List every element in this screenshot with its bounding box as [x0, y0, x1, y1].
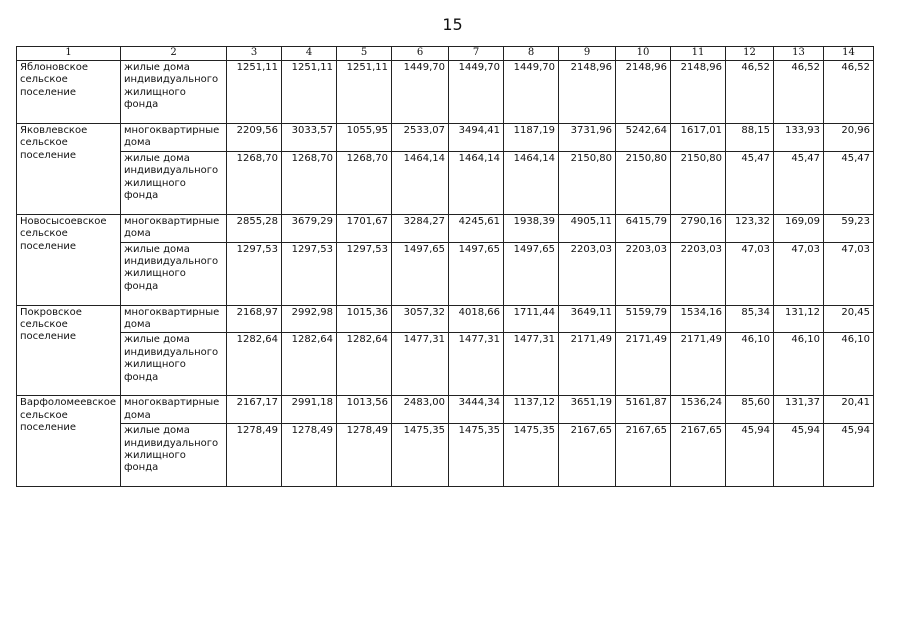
- value-cell: 2203,03: [616, 242, 671, 305]
- value-cell: 2209,56: [227, 124, 282, 152]
- value-cell: 2150,80: [671, 151, 726, 214]
- value-cell: 1497,65: [392, 242, 449, 305]
- value-cell: 1278,49: [282, 424, 337, 487]
- value-cell: 2167,65: [616, 424, 671, 487]
- value-cell: 123,32: [726, 214, 774, 242]
- column-header: 8: [504, 47, 559, 61]
- value-cell: 46,52: [726, 61, 774, 124]
- value-cell: 3651,19: [559, 396, 616, 424]
- value-cell: 46,10: [726, 333, 774, 396]
- value-cell: 2148,96: [671, 61, 726, 124]
- value-cell: 5159,79: [616, 305, 671, 333]
- value-cell: 2855,28: [227, 214, 282, 242]
- housing-type: многоквартирные дома: [121, 305, 227, 333]
- value-cell: 2171,49: [559, 333, 616, 396]
- value-cell: 1251,11: [337, 61, 392, 124]
- value-cell: 1464,14: [504, 151, 559, 214]
- value-cell: 2167,65: [559, 424, 616, 487]
- value-cell: 1297,53: [337, 242, 392, 305]
- value-cell: 46,52: [824, 61, 874, 124]
- value-cell: 3284,27: [392, 214, 449, 242]
- value-cell: 1278,49: [337, 424, 392, 487]
- value-cell: 3649,11: [559, 305, 616, 333]
- column-header: 7: [449, 47, 504, 61]
- value-cell: 3444,34: [449, 396, 504, 424]
- value-cell: 2203,03: [559, 242, 616, 305]
- column-header: 11: [671, 47, 726, 61]
- value-cell: 47,03: [726, 242, 774, 305]
- value-cell: 1475,35: [504, 424, 559, 487]
- column-header: 13: [774, 47, 824, 61]
- housing-type: многоквартирные дома: [121, 124, 227, 152]
- value-cell: 133,93: [774, 124, 824, 152]
- value-cell: 2992,98: [282, 305, 337, 333]
- value-cell: 1268,70: [337, 151, 392, 214]
- value-cell: 1477,31: [392, 333, 449, 396]
- value-cell: 1536,24: [671, 396, 726, 424]
- value-cell: 88,15: [726, 124, 774, 152]
- value-cell: 2168,97: [227, 305, 282, 333]
- value-cell: 3033,57: [282, 124, 337, 152]
- value-cell: 1268,70: [227, 151, 282, 214]
- value-cell: 6415,79: [616, 214, 671, 242]
- value-cell: 1477,31: [449, 333, 504, 396]
- value-cell: 2150,80: [616, 151, 671, 214]
- settlement-name: Яковлевское сельское поселение: [17, 124, 121, 215]
- value-cell: 1055,95: [337, 124, 392, 152]
- value-cell: 1701,67: [337, 214, 392, 242]
- table-row: [17, 242, 874, 305]
- value-cell: 1497,65: [449, 242, 504, 305]
- column-header: 6: [392, 47, 449, 61]
- value-cell: 4905,11: [559, 214, 616, 242]
- value-cell: 46,10: [824, 333, 874, 396]
- table-body: [17, 61, 874, 487]
- value-cell: 2167,65: [671, 424, 726, 487]
- value-cell: 1475,35: [392, 424, 449, 487]
- value-cell: 46,10: [774, 333, 824, 396]
- value-cell: 1013,56: [337, 396, 392, 424]
- value-cell: 4245,61: [449, 214, 504, 242]
- value-cell: 1282,64: [337, 333, 392, 396]
- value-cell: 1297,53: [227, 242, 282, 305]
- housing-type: жилые дома индивидуального жилищного фонда: [121, 61, 227, 124]
- value-cell: 47,03: [774, 242, 824, 305]
- value-cell: 1617,01: [671, 124, 726, 152]
- value-cell: 20,96: [824, 124, 874, 152]
- value-cell: 45,94: [824, 424, 874, 487]
- value-cell: 2533,07: [392, 124, 449, 152]
- value-cell: 3494,41: [449, 124, 504, 152]
- value-cell: 1278,49: [227, 424, 282, 487]
- table-row: [17, 305, 874, 333]
- value-cell: 5242,64: [616, 124, 671, 152]
- value-cell: 4018,66: [449, 305, 504, 333]
- table-row: [17, 61, 874, 124]
- column-header: 9: [559, 47, 616, 61]
- value-cell: 2171,49: [616, 333, 671, 396]
- housing-type: жилые дома индивидуального жилищного фонда: [121, 424, 227, 487]
- housing-type: многоквартирные дома: [121, 396, 227, 424]
- value-cell: 1015,36: [337, 305, 392, 333]
- housing-type: многоквартирные дома: [121, 214, 227, 242]
- settlement-name: Новосысоевское сельское поселение: [17, 214, 121, 305]
- page-number: 15: [442, 15, 463, 34]
- table-row: [17, 151, 874, 214]
- value-cell: 3731,96: [559, 124, 616, 152]
- value-cell: 2150,80: [559, 151, 616, 214]
- column-header: 1: [17, 47, 121, 61]
- value-cell: 47,03: [824, 242, 874, 305]
- value-cell: 1497,65: [504, 242, 559, 305]
- settlement-name: Яблоновское сельское поселение: [17, 61, 121, 124]
- value-cell: 2167,17: [227, 396, 282, 424]
- value-cell: 1449,70: [392, 61, 449, 124]
- value-cell: 45,47: [774, 151, 824, 214]
- value-cell: 1251,11: [227, 61, 282, 124]
- value-cell: 131,12: [774, 305, 824, 333]
- value-cell: 59,23: [824, 214, 874, 242]
- table-row: [17, 124, 874, 152]
- housing-type: жилые дома индивидуального жилищного фонда: [121, 333, 227, 396]
- value-cell: 2790,16: [671, 214, 726, 242]
- value-cell: 1464,14: [449, 151, 504, 214]
- column-header: 14: [824, 47, 874, 61]
- value-cell: 45,47: [824, 151, 874, 214]
- value-cell: 3679,29: [282, 214, 337, 242]
- value-cell: 1449,70: [504, 61, 559, 124]
- value-cell: 1475,35: [449, 424, 504, 487]
- value-cell: 85,34: [726, 305, 774, 333]
- tariff-table: [16, 46, 874, 487]
- column-header: 2: [121, 47, 227, 61]
- value-cell: 2203,03: [671, 242, 726, 305]
- value-cell: 1282,64: [227, 333, 282, 396]
- value-cell: 1711,44: [504, 305, 559, 333]
- settlement-name: Варфоломеевское сельское поселение: [17, 396, 121, 487]
- header-row: [17, 47, 874, 61]
- value-cell: 1464,14: [392, 151, 449, 214]
- value-cell: 45,94: [774, 424, 824, 487]
- value-cell: 131,37: [774, 396, 824, 424]
- value-cell: 45,94: [726, 424, 774, 487]
- value-cell: 2171,49: [671, 333, 726, 396]
- settlement-name: Покровское сельское поселение: [17, 305, 121, 396]
- value-cell: 1449,70: [449, 61, 504, 124]
- value-cell: 1137,12: [504, 396, 559, 424]
- value-cell: 2483,00: [392, 396, 449, 424]
- column-header: 4: [282, 47, 337, 61]
- value-cell: 5161,87: [616, 396, 671, 424]
- value-cell: 1297,53: [282, 242, 337, 305]
- column-header: 3: [227, 47, 282, 61]
- value-cell: 1251,11: [282, 61, 337, 124]
- value-cell: 1534,16: [671, 305, 726, 333]
- value-cell: 20,45: [824, 305, 874, 333]
- housing-type: жилые дома индивидуального жилищного фонда: [121, 242, 227, 305]
- value-cell: 20,41: [824, 396, 874, 424]
- value-cell: 1477,31: [504, 333, 559, 396]
- value-cell: 1268,70: [282, 151, 337, 214]
- value-cell: 2991,18: [282, 396, 337, 424]
- table-row: [17, 333, 874, 396]
- value-cell: 46,52: [774, 61, 824, 124]
- housing-type: жилые дома индивидуального жилищного фонда: [121, 151, 227, 214]
- column-header: 12: [726, 47, 774, 61]
- column-header: 10: [616, 47, 671, 61]
- value-cell: 1282,64: [282, 333, 337, 396]
- value-cell: 85,60: [726, 396, 774, 424]
- table-row: [17, 396, 874, 424]
- table-row: [17, 214, 874, 242]
- value-cell: 3057,32: [392, 305, 449, 333]
- value-cell: 1187,19: [504, 124, 559, 152]
- table-row: [17, 424, 874, 487]
- value-cell: 1938,39: [504, 214, 559, 242]
- column-header: 5: [337, 47, 392, 61]
- value-cell: 2148,96: [559, 61, 616, 124]
- value-cell: 45,47: [726, 151, 774, 214]
- value-cell: 169,09: [774, 214, 824, 242]
- value-cell: 2148,96: [616, 61, 671, 124]
